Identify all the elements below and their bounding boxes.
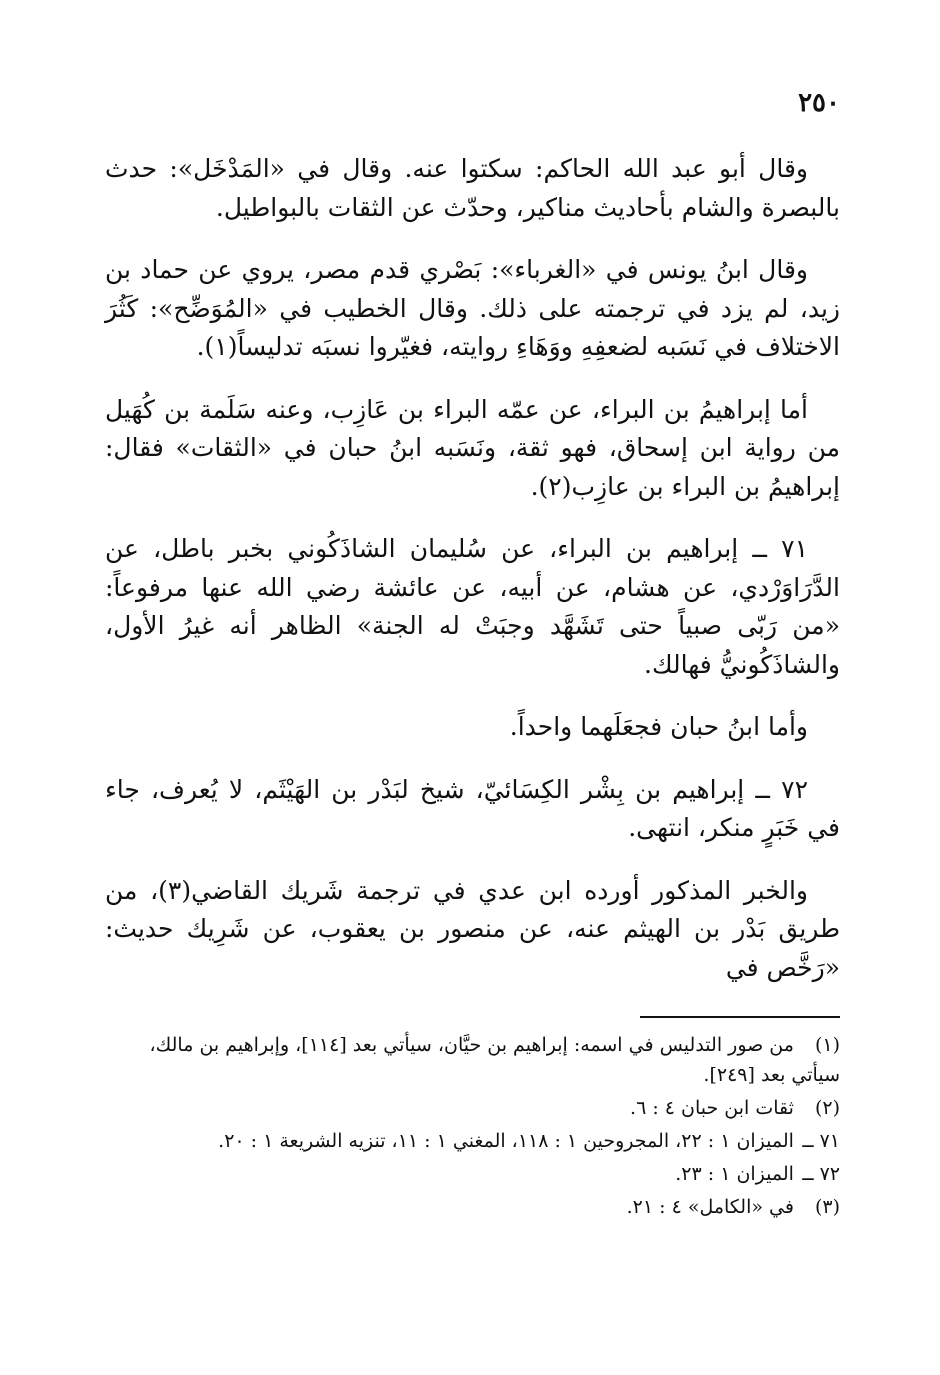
paragraph: وأما ابنُ حبان فجعَلَهما واحداً. xyxy=(509,712,808,741)
paragraph: أما إبراهيمُ بن البراء، عن عمّه البراء بن عَازِب، وعنه سَلَمة بن كُهَيل من رواية ابن إسحاق، فهو ثقة، ونَسَبه ابنُ حبان في «الثقات» فقال: إبراهيمُ بن البراء بن عازِب(٢). xyxy=(105,394,840,501)
footnote-text: ثقات ابن حبان ٤ : ٦. xyxy=(630,1097,794,1119)
footnote xyxy=(105,1126,840,1156)
footnote-text: في «الكامل» ٤ : ٢١. xyxy=(626,1196,794,1218)
footnotes xyxy=(105,1030,840,1225)
footnote-text: من صور التدليس في اسمه: إبراهيم بن حيَّان، سيأتي بعد [١١٤]، وإبراهيم بن مالك، سيأتي بعد [٢٤٩]. xyxy=(149,1034,840,1086)
entry-paragraph: ٧١ ــ إبراهيم بن البراء، عن سُليمان الشاذَكُوني بخبر باطل، عن الدَّرَاوَرْدي، عن هشام، عن أبيه، عن عائشة رضي الله عنها مرفوعاً: «من رَبّى صبياً حتى تَشَهَّد وجبَتْ له الجنة» الظاهر أنه غيرُ الأول، والشاذَكُونيُّ فهالك. xyxy=(105,534,840,679)
footnote xyxy=(105,1192,840,1222)
footnote-text: الميزان ١ : ٢٣. xyxy=(675,1163,794,1185)
footnote xyxy=(105,1093,840,1123)
paragraph: وقال ابنُ يونس في «الغرباء»: بَصْري قدم مصر، يروي عن حماد بن زيد، لم يزد في ترجمته على ذلك. وقال الخطيب في «المُوَضِّح»: كَثُرَ الاختلاف في نَسَبه لضعفِهِ ووَهَاءِ روايته، فغيّروا نسبَه تدليساً(١). xyxy=(105,255,840,361)
footnote xyxy=(105,1030,840,1090)
main-text xyxy=(105,150,840,1011)
paragraph: وقال أبو عبد الله الحاكم: سكتوا عنه. وقال في «المَدْخَل»: حدث بالبصرة والشام بأحاديث مناكير، وحدّث عن الثقات بالبواطيل. xyxy=(105,154,840,222)
entry-paragraph: ٧٢ ــ إبراهيم بن بِشْر الكِسَائيّ، شيخ لبَدْر بن الهَيْثَم، لا يُعرف، جاء في خَبَرٍ منكر، انتهى. xyxy=(105,774,840,842)
footnote xyxy=(105,1159,840,1189)
footnote-mark: ٧٢ ــ xyxy=(802,1163,840,1185)
paragraph: والخبر المذكور أورده ابن عدي في ترجمة شَريك القاضي(٣)، من طريق بَدْر بن الهيثم عنه، عن منصور بن يعقوب، عن شَرِيك حديث: «رَخَّص في xyxy=(105,875,840,982)
footnote-mark: (٣) xyxy=(814,1196,840,1218)
footnote-mark: (٢) xyxy=(814,1097,840,1119)
page-number: ٢٥٠ xyxy=(798,88,840,118)
footnote-divider xyxy=(640,1016,840,1018)
footnote-text: الميزان ١ : ٢٢، المجروحين ١ : ١١٨، المغني ١ : ١١، تنزيه الشريعة ١ : ٢٠. xyxy=(218,1130,794,1152)
footnote-mark: (١) xyxy=(814,1034,840,1056)
footnote-mark: ٧١ ــ xyxy=(802,1130,840,1152)
